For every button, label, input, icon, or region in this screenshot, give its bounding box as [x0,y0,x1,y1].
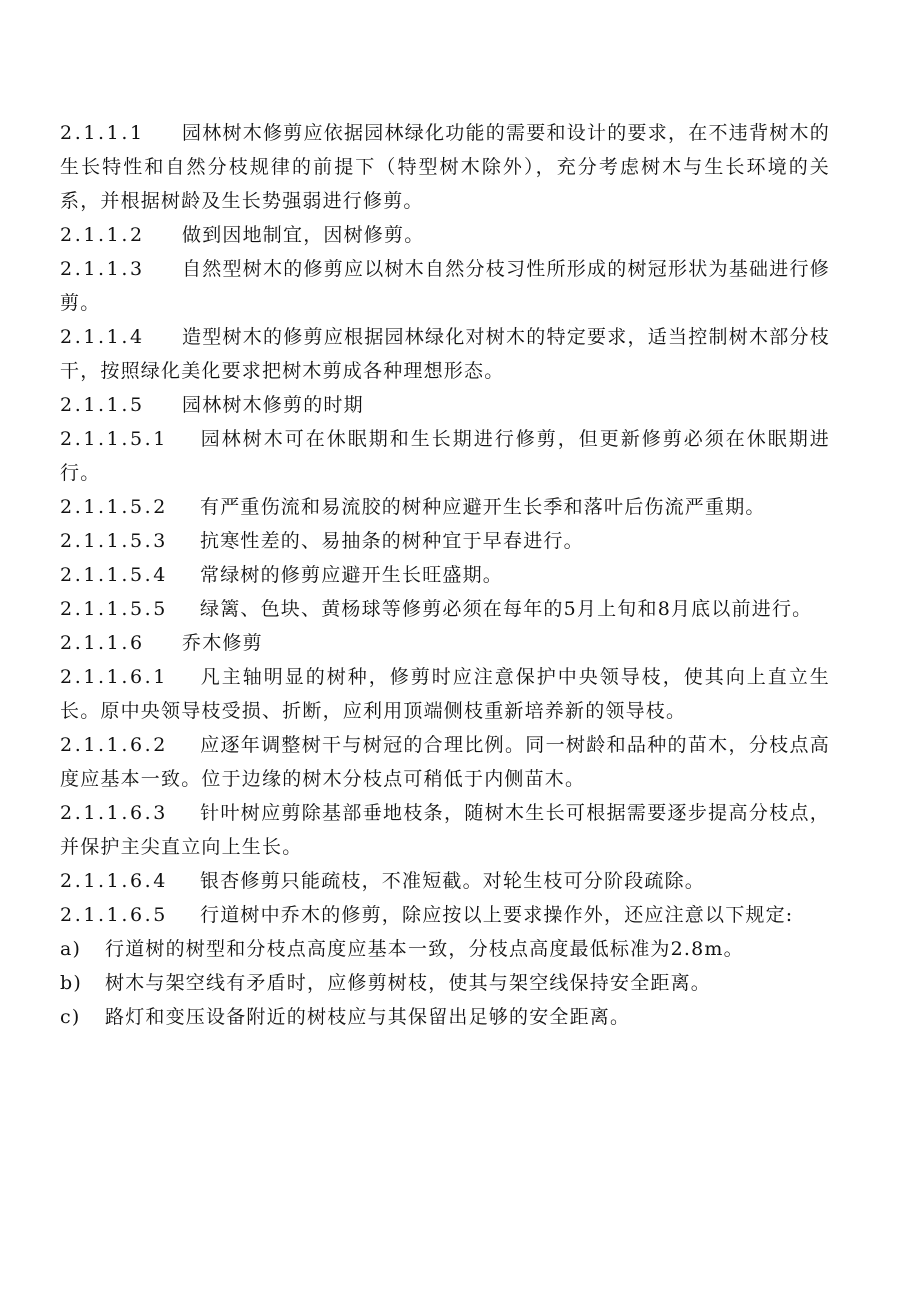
clause-text: 抗寒性差的、易抽条的树种宜于早春进行。 [200,530,584,552]
clause-number: 2.1.1.1 [60,122,145,144]
list-marker: b) [60,972,82,994]
clause-2-1-1-6-1 [60,660,830,728]
clause-number: 2.1.1.5.3 [60,530,169,552]
clause-text: 自然型树木的修剪应以树木自然分枝习性所形成的树冠形状为基础进行修剪。 [60,258,830,314]
clause-text: 乔木修剪 [182,632,263,654]
clause-2-1-1-6-3 [60,796,830,864]
clause-text: 园林树木可在休眠期和生长期进行修剪，但更新修剪必须在休眠期进行。 [60,428,830,484]
list-marker: c) [60,1006,81,1028]
clause-number: 2.1.1.5.4 [60,564,169,586]
clause-2-1-1-6 [60,626,830,660]
clause-text: 常绿树的修剪应避开生长旺盛期。 [200,564,504,586]
clause-2-1-1-5 [60,388,830,422]
clause-number: 2.1.1.6.2 [60,734,169,756]
clause-text: 绿篱、色块、黄杨球等修剪必须在每年的5月上旬和8月底以前进行。 [200,598,813,620]
clause-number: 2.1.1.3 [60,258,145,280]
clause-2-1-1-5-1 [60,422,830,490]
clause-number: 2.1.1.6.3 [60,802,169,824]
clause-2-1-1-3 [60,252,830,320]
clause-number: 2.1.1.5.2 [60,496,169,518]
clause-number: 2.1.1.6.1 [60,666,169,688]
clause-text: 园林树木修剪应依据园林绿化功能的需要和设计的要求，在不违背树木的生长特性和自然分枝规律的前提下（特型树木除外），充分考虑树木与生长环境的关系，并根据树龄及生长势强弱进行修剪。 [60,122,830,212]
clause-number: 2.1.1.5.5 [60,598,169,620]
clause-2-1-1-5-4 [60,558,830,592]
list-item-c [60,1000,830,1034]
clause-2-1-1-4 [60,320,830,388]
list-marker: a) [60,938,82,960]
clause-text: 园林树木修剪的时期 [182,394,364,416]
document-page [60,116,830,1034]
clause-text: 造型树木的修剪应根据园林绿化对树木的特定要求，适当控制树木部分枝干，按照绿化美化要求把树木剪成各种理想形态。 [60,326,830,382]
clause-text: 应逐年调整树干与树冠的合理比例。同一树龄和品种的苗木，分枝点高度应基本一致。位于边缘的树木分枝点可稍低于内侧苗木。 [60,734,830,790]
clause-number: 2.1.1.4 [60,326,145,348]
list-item-a [60,932,830,966]
list-item-text: 行道树的树型和分枝点高度应基本一致，分枝点高度最低标准为2.8m。 [105,938,744,960]
clause-number: 2.1.1.5 [60,394,145,416]
clause-text: 针叶树应剪除基部垂地枝条，随树木生长可根据需要逐步提高分枝点，并保护主尖直立向上生长。 [60,802,830,858]
clause-number: 2.1.1.6 [60,632,145,654]
clause-2-1-1-6-5 [60,898,830,932]
clause-text: 银杏修剪只能疏枝，不准短截。对轮生枝可分阶段疏除。 [200,870,706,892]
clause-number: 2.1.1.5.1 [60,428,169,450]
clause-2-1-1-5-5 [60,592,830,626]
clause-2-1-1-6-4 [60,864,830,898]
clause-2-1-1-2 [60,218,830,252]
clause-text: 行道树中乔木的修剪，除应按以上要求操作外，还应注意以下规定: [200,904,794,926]
clause-2-1-1-5-2 [60,490,830,524]
clause-number: 2.1.1.6.5 [60,904,169,926]
clause-number: 2.1.1.2 [60,224,145,246]
clause-2-1-1-5-3 [60,524,830,558]
clause-2-1-1-6-2 [60,728,830,796]
clause-number: 2.1.1.6.4 [60,870,169,892]
clause-2-1-1-1 [60,116,830,218]
list-item-text: 树木与架空线有矛盾时，应修剪树枝，使其与架空线保持安全距离。 [105,972,712,994]
clause-text: 有严重伤流和易流胶的树种应避开生长季和落叶后伤流严重期。 [200,496,766,518]
clause-text: 做到因地制宜，因树修剪。 [182,224,425,246]
clause-text: 凡主轴明显的树种，修剪时应注意保护中央领导枝，使其向上直立生长。原中央领导枝受损、折断，应利用顶端侧枝重新培养新的领导枝。 [60,666,830,722]
list-item-b [60,966,830,1000]
list-item-text: 路灯和变压设备附近的树枝应与其保留出足够的安全距离。 [105,1006,631,1028]
